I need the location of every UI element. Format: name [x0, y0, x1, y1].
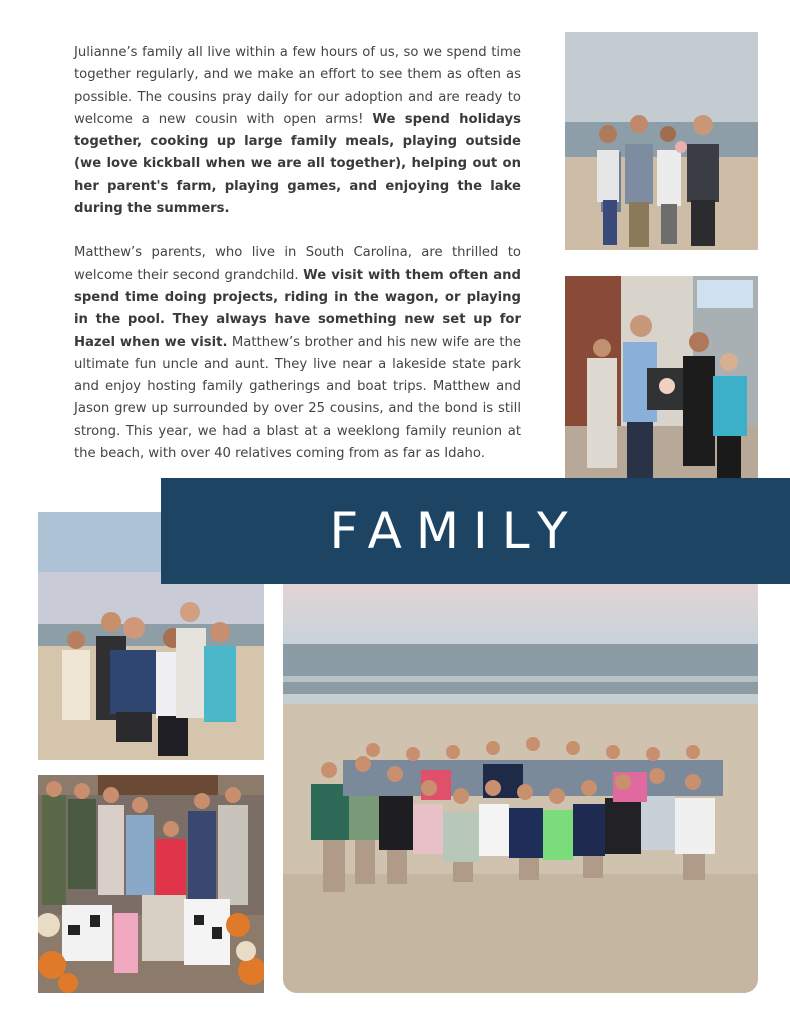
- paragraph-1-bold: We spend holidays together, cooking up large family meals, playing outside (we love kickball when we are all together), helping out on her parent's farm, playing games, and enjoying the lake during the summers.: [74, 111, 521, 217]
- family-banner: [161, 478, 790, 584]
- photo-family-reunion-beach: [283, 584, 758, 993]
- paragraph-2-text-start: Matthew’s parents, who live in South Carolina, are thrilled to welcome their second grandchild.: [74, 245, 521, 283]
- paragraph-2-text-end: Matthew’s brother and his new wife are the ultimate fun uncle and aunt. They live near a lakeside state park and enjoy hosting family gatherings and boat trips. Matthew and Jason grew up surrounded by over 25 cousins, and the bond is still strong. This year, we had a blast at a weeklong family reunion at the beach, with over 40 relatives coming from as far as Idaho.: [74, 334, 521, 462]
- body-text: [74, 42, 521, 465]
- photo-family-pumpkins: [38, 775, 264, 993]
- paragraph-1-text: Julianne’s family all live within a few hours of us, so we spend time together regularly, and we make an effort to see them as often as possible. The cousins pray daily for our adoption and are ready to welcome a new cousin with open arms!: [74, 45, 521, 127]
- banner-title: FAMILY: [329, 502, 582, 560]
- paragraph-1: [74, 42, 521, 220]
- photo-beach-family-top: [565, 32, 758, 250]
- paragraph-2: [74, 242, 521, 465]
- photo-family-car-seat: [565, 276, 758, 494]
- paragraph-2-bold: We visit with them often and spend time doing projects, riding in the wagon, or playing in the pool. They always have something new set up for Hazel when we visit.: [74, 267, 521, 350]
